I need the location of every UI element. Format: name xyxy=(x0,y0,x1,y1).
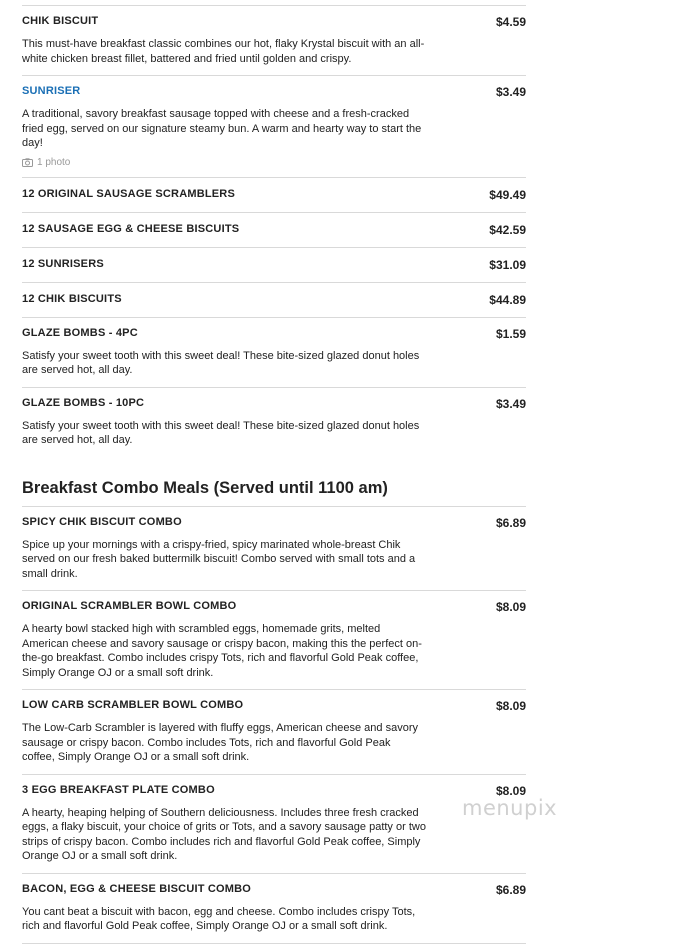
item-name: 12 SUNRISERS xyxy=(22,257,104,270)
item-description: A hearty bowl stacked high with scrambled eggs, homemade grits, melted American cheese and savory sausage or crispy bacon, making this the perfect on-the-go breakfast. Combo includes crispy Tots, rich and flavorful Gold Peak coffee, Simply Orange OJ or a small soft drink. xyxy=(22,623,422,679)
item-description: A traditional, savory breakfast sausage topped with cheese and a fresh-cracked fried egg, served on our signature steamy bun. A warm and hearty way to start the day! xyxy=(22,108,422,149)
item-price: $8.09 xyxy=(495,699,526,713)
item-price: $4.59 xyxy=(495,15,526,29)
menu-item xyxy=(22,178,526,213)
menu-item xyxy=(22,690,526,775)
item-price: $42.59 xyxy=(489,222,526,237)
item-description: Spice up your mornings with a crispy-fried, spicy marinated whole-breast Chik served on our fresh baked buttermilk biscuit! Combo served with small tots and a small drink. xyxy=(22,538,416,580)
menu-list xyxy=(22,0,526,944)
item-description: This must-have breakfast classic combines our hot, flaky Krystal biscuit with an all-white chicken breast fillet, battered and fried until golden and crispy. xyxy=(22,38,425,65)
item-name-link[interactable]: SUNRISER xyxy=(22,85,81,97)
item-name: LOW CARB SCRAMBLER BOWL COMBO xyxy=(22,699,244,711)
item-name: ORIGINAL SCRAMBLER BOWL COMBO xyxy=(22,600,237,612)
watermark-logo: menupix xyxy=(462,796,558,820)
item-price: $3.49 xyxy=(495,85,526,99)
item-description: Satisfy your sweet tooth with this sweet deal! These bite-sized glazed donut holes are served hot, all day. xyxy=(22,419,420,446)
item-name: 12 ORIGINAL SAUSAGE SCRAMBLERS xyxy=(22,187,235,200)
menu-item xyxy=(22,591,526,690)
item-name: CHIK BISCUIT xyxy=(22,15,99,27)
menu-item xyxy=(22,388,526,457)
item-price: $1.59 xyxy=(495,326,526,341)
item-name: BACON, EGG & CHEESE BISCUIT COMBO xyxy=(22,882,252,895)
item-price: $8.09 xyxy=(495,783,526,798)
item-description: The Low-Carb Scrambler is layered with fluffy eggs, American cheese and savory sausage or crispy bacon. Combo includes Tots, rich and flavorful Gold Peak coffee, Simply Orange OJ or a small soft drink. xyxy=(22,722,418,763)
photo-link[interactable] xyxy=(22,157,526,168)
item-price: $8.09 xyxy=(495,600,526,614)
menu-item xyxy=(22,874,526,944)
menu-item xyxy=(22,248,526,283)
item-price: $6.89 xyxy=(495,882,526,897)
item-price: $31.09 xyxy=(489,257,526,272)
item-description: Satisfy your sweet tooth with this sweet deal! These bite-sized glazed donut holes are served hot, all day. xyxy=(22,349,420,376)
menu-item xyxy=(22,775,526,874)
item-name: 3 EGG BREAKFAST PLATE COMBO xyxy=(22,783,215,796)
item-description: You cant beat a biscuit with bacon, egg and cheese. Combo includes crispy Tots, rich and flavorful Gold Peak coffee, Simply Orange OJ or a small soft drink. xyxy=(22,905,416,932)
menu-item xyxy=(22,283,526,318)
item-name: GLAZE BOMBS - 10PC xyxy=(22,396,145,409)
item-name: SPICY CHIK BISCUIT COMBO xyxy=(22,515,182,528)
item-price: $44.89 xyxy=(489,292,526,307)
item-price: $49.49 xyxy=(489,187,526,202)
item-name: GLAZE BOMBS - 4PC xyxy=(22,326,138,339)
menu-item xyxy=(22,318,526,388)
item-name: 12 SAUSAGE EGG & CHEESE BISCUITS xyxy=(22,222,240,235)
menu-item xyxy=(22,76,526,178)
menu-item xyxy=(22,6,526,76)
item-description: A hearty, heaping helping of Southern deliciousness. Includes three fresh cracked eggs, a flaky biscuit, your choice of grits or Tots, and a savory sausage patty or two strips of crispy bacon. Combo includes rich and flavorful Gold Peak coffee, Simply Orange OJ or a small soft drink. xyxy=(22,806,426,862)
item-name: 12 CHIK BISCUITS xyxy=(22,292,122,305)
camera-icon xyxy=(22,158,33,167)
section-title: Breakfast Combo Meals (Served until 1100 am) xyxy=(22,457,526,507)
menu-item xyxy=(22,507,526,592)
menu-item xyxy=(22,213,526,248)
photo-count: 1 photo xyxy=(37,156,71,168)
item-price: $6.89 xyxy=(495,515,526,530)
item-price: $3.49 xyxy=(495,396,526,411)
